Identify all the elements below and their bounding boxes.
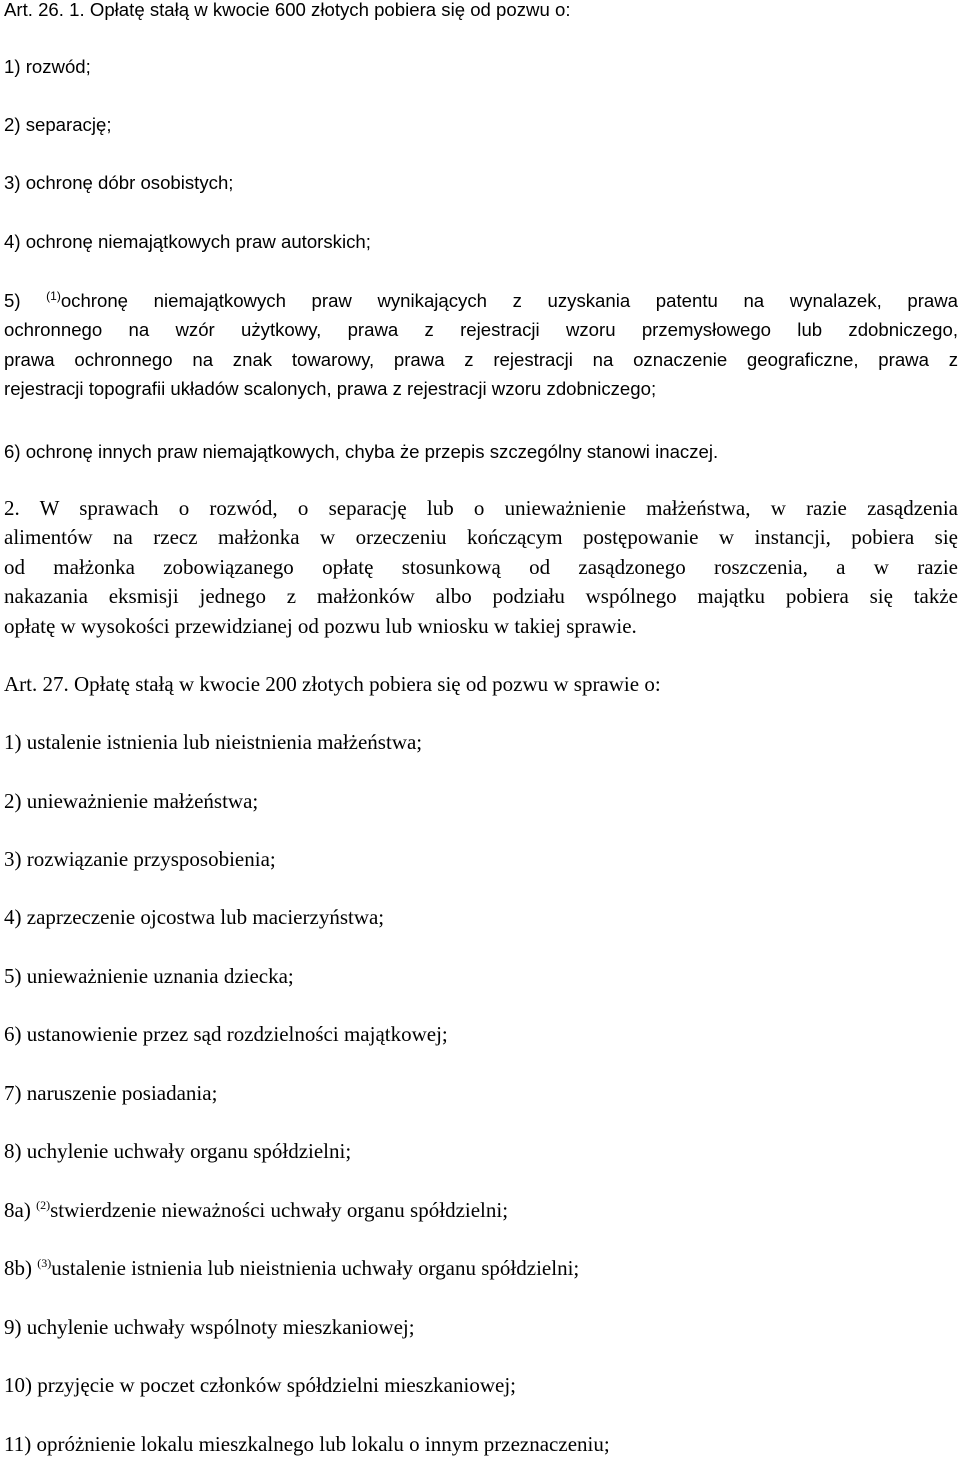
art27-heading: Art. 27. Opłatę stałą w kwocie 200 złotych pobiera się od pozwu w sprawie o: bbox=[4, 672, 661, 696]
art26-sec2-line-5: opłatę w wysokości przewidzianej od pozwu lub wniosku w takiej sprawie. bbox=[4, 613, 637, 638]
art26-item-5 bbox=[4, 286, 958, 404]
art26-item-6: 6) ochronę innych praw niemajątkowych, chyba że przepis szczególny stanowi inaczej. bbox=[4, 441, 719, 462]
art26-item-2: 2) separację; bbox=[4, 114, 112, 135]
art27-item-9: 9) uchylenie uchwały wspólnoty mieszkaniowej; bbox=[4, 1315, 415, 1339]
art26-heading-text: Opłatę stałą w kwocie 600 złotych pobiera się od pozwu o: bbox=[89, 0, 571, 20]
art26-item-5-text-1: ochronę niemajątkowych praw wynikających z uzyskania patentu na wynalazek, prawa bbox=[60, 290, 958, 311]
art27-item-4: 4) zaprzeczenie ojcostwa lub macierzyństwa; bbox=[4, 905, 385, 929]
art27-item-8b-prefix: 8b) bbox=[4, 1256, 38, 1280]
art27-item-8a-prefix: 8a) bbox=[4, 1198, 37, 1222]
art27-item-10: 10) przyjęcie w poczet członków spółdzielni mieszkaniowej; bbox=[4, 1373, 516, 1397]
art26-item-5-line-3: prawa ochronnego na znak towarowy, prawa z rejestracji na oznaczenie geograficzne, prawa z bbox=[4, 348, 958, 370]
art27-item-3: 3) rozwiązanie przysposobienia; bbox=[4, 847, 276, 871]
art27-item-8b-text: ustalenie istnienia lub nieistnienia uchwały organu spółdzielni; bbox=[51, 1256, 580, 1280]
art27-item-8a-text: stwierdzenie nieważności uchwały organu spółdzielni; bbox=[50, 1198, 509, 1222]
footnote-ref-2: (2) bbox=[36, 1198, 51, 1212]
art27-item-7: 7) naruszenie posiadania; bbox=[4, 1081, 218, 1105]
art26-sec2-line-3: od małżonka zobowiązanego opłatę stosunkową od zasądzonego roszczenia, a w razie bbox=[4, 554, 958, 579]
art26-item-5-line-2: ochronnego na wzór użytkowy, prawa z rejestracji wzoru przemysłowego lub zdobniczego, bbox=[4, 319, 958, 341]
art26-item-5-prefix: 5) bbox=[4, 290, 47, 311]
art26-heading bbox=[4, 0, 956, 25]
art27-item-5: 5) unieważnienie uznania dziecka; bbox=[4, 964, 294, 988]
art26-item-5-line-1 bbox=[4, 286, 958, 315]
footnote-ref-1: (1) bbox=[46, 288, 61, 303]
footnote-ref-3: (3) bbox=[37, 1256, 52, 1270]
art26-section-2 bbox=[4, 494, 958, 641]
art27-item-1: 1) ustalenie istnienia lub nieistnienia małżeństwa; bbox=[4, 730, 423, 754]
art26-item-1: 1) rozwód; bbox=[4, 56, 91, 77]
art26-item-3: 3) ochronę dóbr osobistych; bbox=[4, 172, 234, 193]
art27-item-8b bbox=[4, 1253, 956, 1283]
art27-item-8a bbox=[4, 1195, 956, 1225]
art26-item-4: 4) ochronę niemajątkowych praw autorskich; bbox=[4, 231, 371, 252]
art27-item-6: 6) ustanowienie przez sąd rozdzielności majątkowej; bbox=[4, 1022, 448, 1046]
art27-item-2: 2) unieważnienie małżeństwa; bbox=[4, 789, 259, 813]
art27-item-11: 11) opróżnienie lokalu mieszkalnego lub lokalu o innym przeznaczeniu; bbox=[4, 1432, 610, 1456]
art26-sec2-line-2: alimentów na rzecz małżonka w orzeczeniu kończącym postępowanie w instancji, pobiera się bbox=[4, 525, 958, 550]
art26-item-5-line-4: rejestracji topografii układów scalonych, prawa z rejestracji wzoru zdobniczego; bbox=[4, 378, 657, 400]
art26-heading-num: Art. 26. 1. bbox=[4, 0, 85, 20]
art26-sec2-line-4: nakazania eksmisji jednego z małżonków albo podziału wspólnego majątku pobiera się także bbox=[4, 584, 958, 609]
art27-item-8: 8) uchylenie uchwały organu spółdzielni; bbox=[4, 1139, 352, 1163]
art26-sec2-line-1: 2. W sprawach o rozwód, o separację lub o unieważnienie małżeństwa, w razie zasądzenia bbox=[4, 496, 958, 520]
